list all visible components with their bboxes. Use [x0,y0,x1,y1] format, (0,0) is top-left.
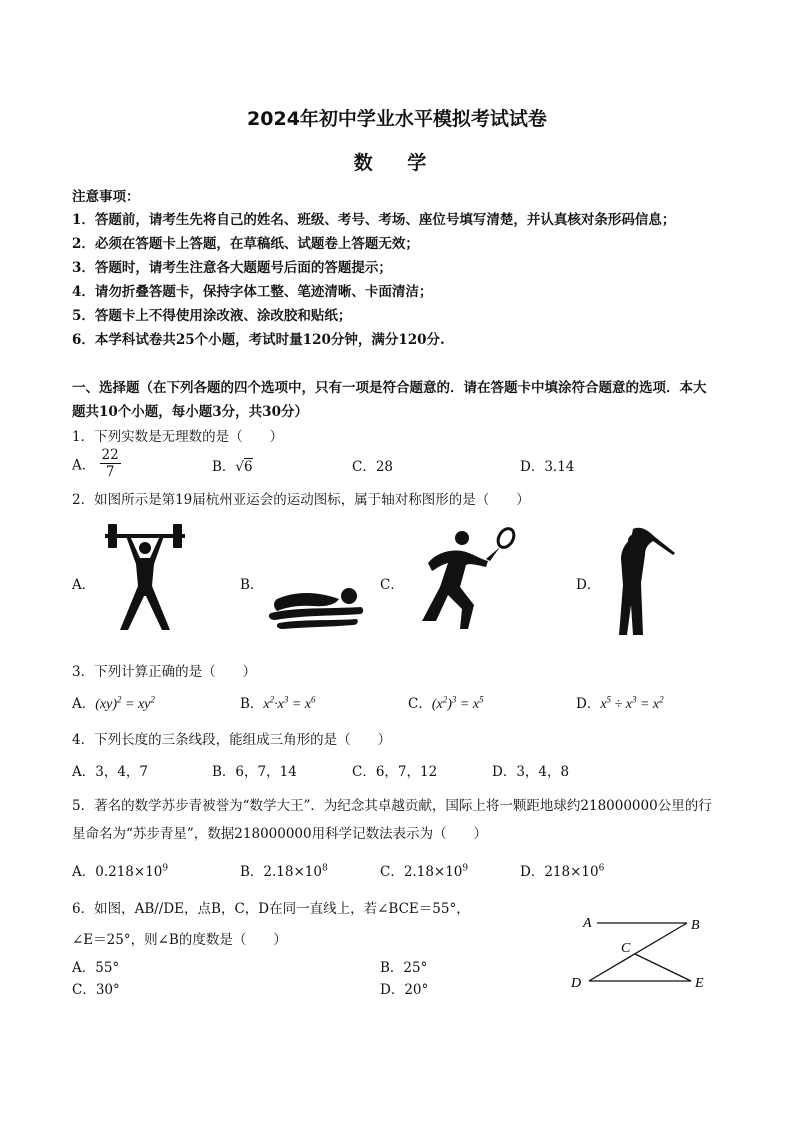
exponent: 8 [321,863,328,874]
math-expression: $x^2\cdot x^3 = x^6$ [263,694,316,712]
option-value: 0.218×10 [95,864,163,880]
section-heading: 题共10个小题，每小题3分，共30分） [72,404,308,420]
q2-stem: 2．如图所示是第19届杭州亚运会的运动图标，属于轴对称图形的是（ ） [72,492,530,508]
sqrt-icon: √ [235,459,245,475]
q4-option-d: D．3，4，8 [492,764,570,780]
option-label: D． [520,864,545,880]
option-label: C． [380,864,404,880]
option-label: A． [72,457,96,474]
q5-option-c [380,860,468,880]
q2-label-a: A． [72,577,96,593]
q5-option-a [72,860,168,880]
q1-option-b [212,455,253,475]
q2-label-b: B． [240,577,264,593]
option-value: 2.18×10 [263,864,322,880]
math-expression: $(xy)^2 = xy^2$ [95,694,155,712]
exponent: 6 [598,863,605,874]
math-expression: $(x^2)^3 = x^5$ [431,694,484,712]
q3-option-b [240,692,316,713]
q2-label-c: C． [380,577,404,593]
point-label-c: C [621,941,631,956]
option-label: C． [408,696,432,712]
notice-item: 5．答题卡上不得使用涂改液、涂改胶和贴纸； [72,308,352,324]
exponent: 9 [162,863,169,874]
q3-option-d [576,692,664,713]
notice-item: 3．答题时，请考生注意各大题题号后面的答题提示； [72,260,392,276]
weightlifting-icon [100,520,190,635]
option-label: B． [240,864,264,880]
q3-stem: 3．下列计算正确的是（ ） [72,664,257,680]
q5-option-b [240,860,328,880]
tennis-icon [410,525,525,635]
q1-option-a [72,447,121,480]
segment-ce [635,954,691,981]
notice-item: 4．请勿折叠答题卡，保持字体工整、笔迹清晰、卡面清洁； [72,284,433,300]
swimming-icon [265,585,375,630]
exponent: 9 [462,863,469,874]
q4-stem: 4．下列长度的三条线段，能组成三角形的是（ ） [72,732,392,748]
option-value: 28 [375,459,394,475]
option-label: D． [520,459,545,475]
q3-option-a [72,692,155,713]
q6-geometry-figure [565,905,715,1000]
q6-option-c: C．30° [72,982,120,998]
option-label: A． [72,864,96,880]
section-heading: 一、选择题（在下列各题的四个选项中，只有一项是符合题意的．请在答题卡中填涂符合题意的选项．本大 [72,380,707,396]
golf-icon [605,525,685,640]
q6-option-a: A．55° [72,960,120,976]
notice-item: 1．答题前，请考生先将自己的姓名、班级、考号、考场、座位号填写清楚，并认真核对条形码信息； [72,212,676,228]
q2-label-d: D． [576,577,601,593]
q5-stem: 5．著名的数学苏步青被誉为“数学大王”．为纪念其卓越贡献，国际上将一颗距地球约218000000公里的行 [72,798,712,814]
q5-option-d [520,860,604,880]
option-value: 2.18×10 [403,864,463,880]
option-label: B． [240,696,264,712]
q1-option-d [520,455,574,475]
q4-option-b: B．6，7，14 [212,764,297,780]
notice-item: 6．本学科试卷共25个小题，考试时量120分钟，满分120分. [72,332,445,348]
fraction [100,447,121,480]
subject-title: 数 学 [353,152,441,174]
option-label: D． [576,696,601,712]
fraction-numerator: 22 [101,447,119,463]
fraction-denominator: 7 [105,464,115,480]
option-label: C． [352,459,376,475]
q4-option-c: C．6，7，12 [352,764,438,780]
exam-title: 2024年初中学业水平模拟考试试卷 [247,108,547,130]
q6-option-d: D．20° [380,982,429,998]
notice-item: 2．必须在答题卡上答题，在草稿纸、试题卷上答题无效； [72,236,419,252]
point-label-e: E [695,976,704,991]
point-label-d: D [571,976,582,991]
q1-stem: 1．下列实数是无理数的是（ ） [72,429,284,445]
point-label-b: B [691,918,700,933]
option-value: 218×10 [544,864,599,880]
q4-option-a: A．3，4，7 [72,764,149,780]
q6-stem: ∠E＝25°，则∠B的度数是（ ） [72,932,287,948]
point-label-a: A [583,916,592,931]
option-value: 3.14 [544,459,575,475]
q6-stem: 6．如图，AB//DE，点B，C，D在同一直线上，若∠BCE＝55°， [72,901,470,917]
option-label: B． [212,459,236,475]
option-label: A． [72,696,96,712]
q5-stem: 星命名为“苏步青星”，数据218000000用科学记数法表示为（ ） [72,826,488,842]
q3-option-c [408,692,484,713]
notice-heading: 注意事项： [72,189,140,205]
q6-option-b: B．25° [380,960,428,976]
radicand: 6 [244,459,253,475]
q1-option-c [352,455,393,475]
math-expression: $x^5 \div x^3 = x^2$ [600,694,664,712]
